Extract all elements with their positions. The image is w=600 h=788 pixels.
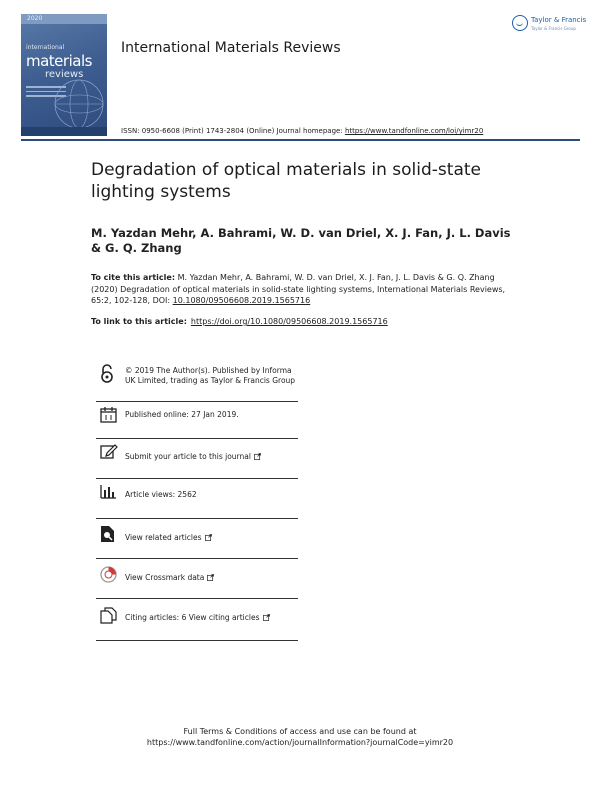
taylor-francis-logo	[512, 14, 594, 36]
calendar-icon	[100, 406, 117, 423]
cover-title-line3: reviews	[45, 69, 84, 80]
citation-text: M. Yazdan Mehr, A. Bahrami, W. D. van Driel, X. J. Fan, J. L. Davis & G. Q. Zhang (2020) Degradation of optical materials in solid-state lighting systems, International Materials Reviews, 65:2, 102-128, DOI:	[91, 273, 506, 305]
publisher-name: Taylor & Francis	[531, 16, 587, 24]
issn-line	[121, 127, 483, 135]
external-link-icon	[205, 534, 212, 541]
article-views: Article views: 2562	[125, 490, 197, 499]
footer-terms-url[interactable]: https://www.tandfonline.com/action/journalInformation?journalCode=yimr20	[146, 738, 454, 747]
view-crossmark-link[interactable]	[125, 573, 214, 583]
journal-homepage-link[interactable]: https://www.tandfonline.com/loi/yimr20	[344, 127, 484, 135]
edit-icon	[100, 443, 118, 460]
info-row-submit[interactable]	[96, 439, 298, 479]
info-row-related[interactable]	[96, 519, 298, 559]
footer-terms-text: Full Terms & Conditions of access and use can be found at	[183, 727, 417, 736]
citation-block	[91, 272, 521, 307]
article-link-label: To link to this article:	[91, 317, 187, 326]
article-link-block	[91, 317, 388, 326]
cover-bottom-band	[21, 127, 107, 136]
article-title: Degradation of optical materials in solid-state lighting systems	[91, 160, 481, 202]
view-related-articles-link[interactable]	[125, 533, 212, 543]
info-row-views	[96, 479, 298, 519]
external-link-icon	[207, 574, 214, 581]
published-date: Published online: 27 Jan 2019.	[125, 410, 239, 419]
journal-title: International Materials Reviews	[121, 40, 341, 56]
info-row-crossmark[interactable]	[96, 559, 298, 599]
bar-chart-icon	[100, 485, 117, 499]
taylor-francis-logo-icon	[512, 15, 528, 31]
license-text: © 2019 The Author(s). Published by Informa UK Limited, trading as Taylor & Francis Group	[125, 366, 296, 385]
citation-label: To cite this article:	[91, 273, 176, 282]
article-authors: M. Yazdan Mehr, A. Bahrami, W. D. van Driel, X. J. Fan, J. L. Davis & G. Q. Zhang	[91, 226, 511, 255]
external-link-icon	[254, 453, 261, 460]
submit-article-link[interactable]	[125, 452, 261, 462]
submit-article-label: Submit your article to this journal	[125, 452, 251, 461]
issn-text: ISSN: 0950-6608 (Print) 1743-2804 (Online) Journal homepage:	[121, 127, 345, 135]
view-crossmark-label: View Crossmark data	[125, 573, 205, 582]
info-row-license	[96, 360, 298, 402]
publisher-sub: Taylor & Francis Group	[531, 26, 576, 31]
citation-doi-link[interactable]: 10.1080/09506608.2019.1565716	[172, 296, 311, 305]
view-citing-articles-link[interactable]	[125, 613, 270, 623]
related-articles-icon	[100, 525, 115, 543]
article-doi-url-link[interactable]: https://doi.org/10.1080/09506608.2019.1565716	[190, 317, 388, 326]
journal-cover-image	[21, 14, 107, 136]
view-related-articles-label: View related articles	[125, 533, 202, 542]
header-divider	[21, 139, 580, 141]
info-row-published	[96, 402, 298, 439]
info-row-citing[interactable]	[96, 599, 298, 641]
external-link-icon	[263, 614, 270, 621]
cover-title-line2: materials	[26, 52, 92, 70]
cover-year: 2020	[27, 15, 43, 22]
footer	[0, 726, 600, 748]
cover-title-line1: international	[26, 44, 65, 51]
open-access-icon	[100, 364, 114, 384]
cover-globe-graphic	[51, 76, 107, 132]
row-divider	[96, 640, 298, 641]
citing-articles-label: Citing articles: 6 View citing articles	[125, 613, 260, 622]
citing-articles-icon	[100, 607, 117, 624]
crossmark-icon	[100, 566, 117, 583]
